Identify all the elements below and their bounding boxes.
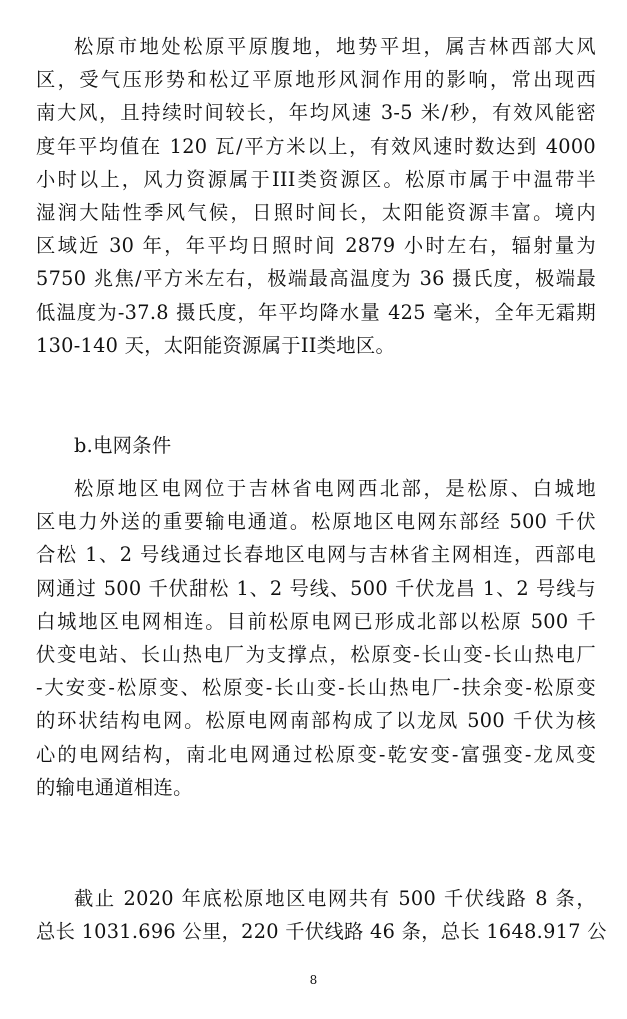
text-line: 心的电网结构，南北电网通过松原变-乾安变-富强变-龙凤变 — [36, 742, 596, 766]
text-line: 网通过 500 千伏甜松 1、2 号线、500 千伏龙昌 1、2 号线与 — [36, 576, 596, 600]
text-line: 白城地区电网相连。目前松原电网已形成北部以松原 500 千 — [36, 609, 596, 633]
text-line: 湿润大陆性季风气候，日照时间长，太阳能资源丰富。境内 — [36, 201, 596, 225]
paragraph-grid-lines-stats — [36, 882, 607, 948]
text-line: 5750 兆焦/平方米左右，极端最高温度为 36 摄氏度，极端最 — [36, 267, 596, 291]
text-line: 伏变电站、长山热电厂为支撑点，松原变-长山变-长山热电厂 — [36, 643, 596, 667]
text-line: 截止 2020 年底松原地区电网共有 500 千伏线路 8 条， — [74, 887, 596, 910]
text-line: 度年平均值在 120 瓦/平方米以上，有效风速时数达到 4000 — [36, 134, 596, 158]
paragraph-wind-solar-resources — [36, 30, 596, 362]
text-line: 的环状结构电网。松原电网南部构成了以龙凤 500 千伏为核 — [36, 709, 596, 733]
paragraph-grid-structure — [36, 472, 596, 804]
text-line: 松原市地处松原平原腹地，地势平坦，属吉林西部大风 — [74, 35, 596, 58]
text-line: 的输电通道相连。 — [36, 775, 193, 799]
text-line: 合松 1、2 号线通过长春地区电网与吉林省主网相连，西部电 — [36, 543, 596, 567]
text-line: 低温度为-37.8 摄氏度，年平均降水量 425 毫米，全年无霜期 — [36, 300, 596, 324]
text-line: 区域近 30 年，年平均日照时间 2879 小时左右，辐射量为 — [36, 234, 596, 258]
page-number: 8 — [309, 973, 318, 987]
text-line: 松原地区电网位于吉林省电网西北部，是松原、白城地 — [74, 477, 596, 500]
section-heading-grid-conditions: b.电网条件 — [74, 434, 172, 457]
text-line: 130-140 天，太阳能资源属于II类地区。 — [36, 333, 396, 357]
text-line: 南大风，且持续时间较长，年均风速 3-5 米/秒，有效风能密 — [36, 101, 596, 125]
text-line: 总长 1031.696 公里，220 千伏线路 46 条，总长 1648.917 公 — [36, 920, 607, 944]
text-line: 小时以上，风力资源属于III类资源区。松原市属于中温带半 — [36, 167, 596, 191]
text-line: 区，受气压形势和松辽平原地形风洞作用的影响，常出现西 — [36, 68, 596, 92]
text-line: -大安变-松原变、松原变-长山变-长山热电厂-扶余变-松原变 — [36, 676, 596, 700]
text-line: 区电力外送的重要输电通道。松原地区电网东部经 500 千伏 — [36, 510, 596, 534]
